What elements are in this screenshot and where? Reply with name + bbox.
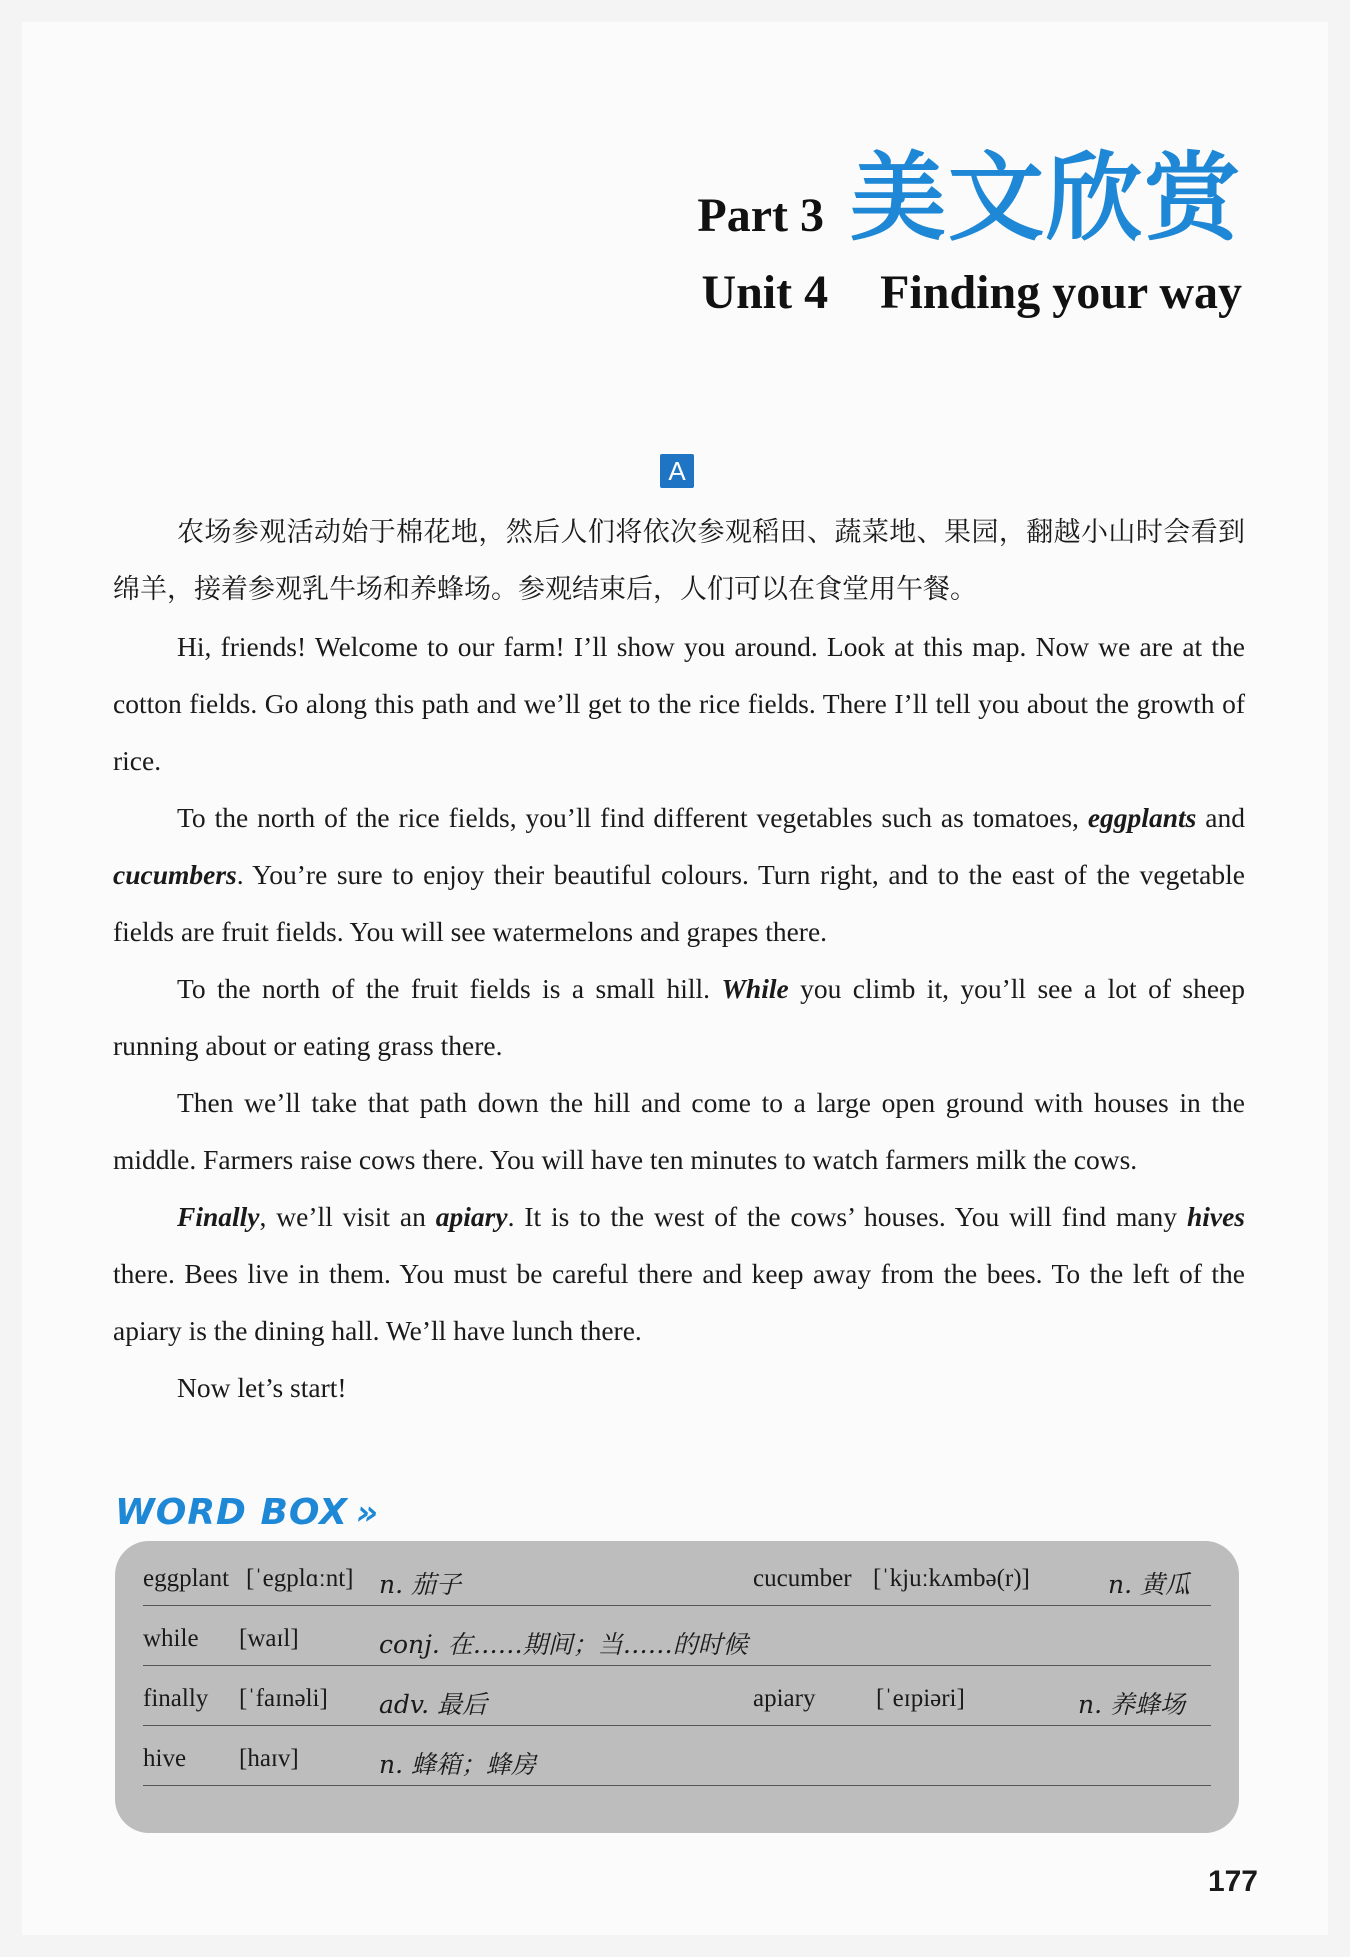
vocab-meaning: n. 茄子 <box>379 1570 461 1599</box>
paragraph-4: Then we’ll take that path down the hill and come to a large open ground with houses in the middle. Farmers raise cows there. You will have ten minutes to watch farmers milk the cows. <box>113 1087 1245 1175</box>
unit-label: Unit 4 <box>701 266 829 319</box>
vocab-word: apiary <box>753 1685 816 1712</box>
vocab-meaning: n. 蜂箱；蜂房 <box>379 1750 536 1779</box>
vocab-word: eggplant <box>143 1565 230 1592</box>
reading-passage <box>113 504 1245 1416</box>
vocab-apiary: apiary <box>435 1201 508 1232</box>
word-box-row <box>143 1605 1211 1666</box>
word-box-row <box>143 1725 1211 1786</box>
part-heading <box>697 142 1242 254</box>
unit-heading <box>701 265 1242 320</box>
vocab-phonetic: [ˈeɪpiəri] <box>876 1685 965 1712</box>
chinese-summary: 农场参观活动始于棉花地，然后人们将依次参观稻田、蔬菜地、果园，翻越小山时会看到绵羊，接着参观乳牛场和养蜂场。参观结束后，人们可以在食堂用午餐。 <box>113 517 1245 605</box>
vocab-phonetic: [waɪl] <box>239 1625 299 1652</box>
vocab-eggplants: eggplants <box>1087 802 1197 833</box>
vocab-word: cucumber <box>753 1565 852 1592</box>
paragraph-6: Now let’s start! <box>177 1372 347 1403</box>
paragraph-5: Finally, we’ll visit an apiary. It is to the west of the cows’ houses. You will find many hives there. Bees live in them. You must be careful there and keep away from the bees. To the left of the apiary is the dining hall. We’ll have lunch there. <box>113 1201 1245 1346</box>
vocab-word: hive <box>143 1745 187 1772</box>
paragraph-3: To the north of the fruit fields is a small hill. While you climb it, you’ll see a lot of sheep running about or eating grass there. <box>113 973 1245 1061</box>
part-title: 美文欣赏 <box>850 142 1242 254</box>
unit-title: Finding your way <box>880 266 1242 319</box>
vocab-hives: hives <box>1186 1201 1245 1232</box>
vocab-phonetic: [ˈfaɪnəli] <box>239 1685 328 1712</box>
vocab-meaning: n. 黄瓜 <box>1108 1570 1190 1599</box>
section-marker: A <box>660 454 694 488</box>
part-label: Part 3 <box>697 189 824 242</box>
vocab-finally: Finally <box>177 1201 260 1232</box>
vocab-phonetic: [ˈkjuːkʌmbə(r)] <box>873 1565 1030 1592</box>
vocab-word: while <box>143 1625 199 1652</box>
paragraph-1: Hi, friends! Welcome to our farm! I’ll show you around. Look at this map. Now we are at the cotton fields. Go along this path and we’ll get to the rice fields. There I’ll tell you about the growth of rice. <box>113 631 1245 776</box>
double-chevron-icon: » <box>355 1493 380 1533</box>
vocab-phonetic: [haɪv] <box>239 1745 299 1772</box>
word-box-title: WORD BOX » <box>115 1492 380 1533</box>
vocab-phonetic: [ˈegplɑːnt] <box>246 1565 354 1592</box>
vocab-word: finally <box>143 1685 209 1712</box>
paragraph-2: To the north of the rice fields, you’ll find different vegetables such as tomatoes, eggplants and cucumbers. You’re sure to enjoy their beautiful colours. Turn right, and to the east of the vegetable fields are fruit fields. You will see watermelons and grapes there. <box>113 802 1245 947</box>
vocab-meaning: adv. 最后 <box>379 1690 487 1719</box>
vocab-meaning: conj. 在……期间；当……的时候 <box>379 1630 748 1659</box>
vocab-meaning: n. 养蜂场 <box>1078 1690 1185 1719</box>
word-box-row <box>143 1665 1211 1726</box>
word-box-row <box>143 1545 1211 1606</box>
page-number: 177 <box>1207 1865 1258 1898</box>
vocab-while: While <box>721 973 789 1004</box>
vocab-cucumbers: cucumbers <box>113 859 237 890</box>
word-box <box>115 1541 1239 1833</box>
